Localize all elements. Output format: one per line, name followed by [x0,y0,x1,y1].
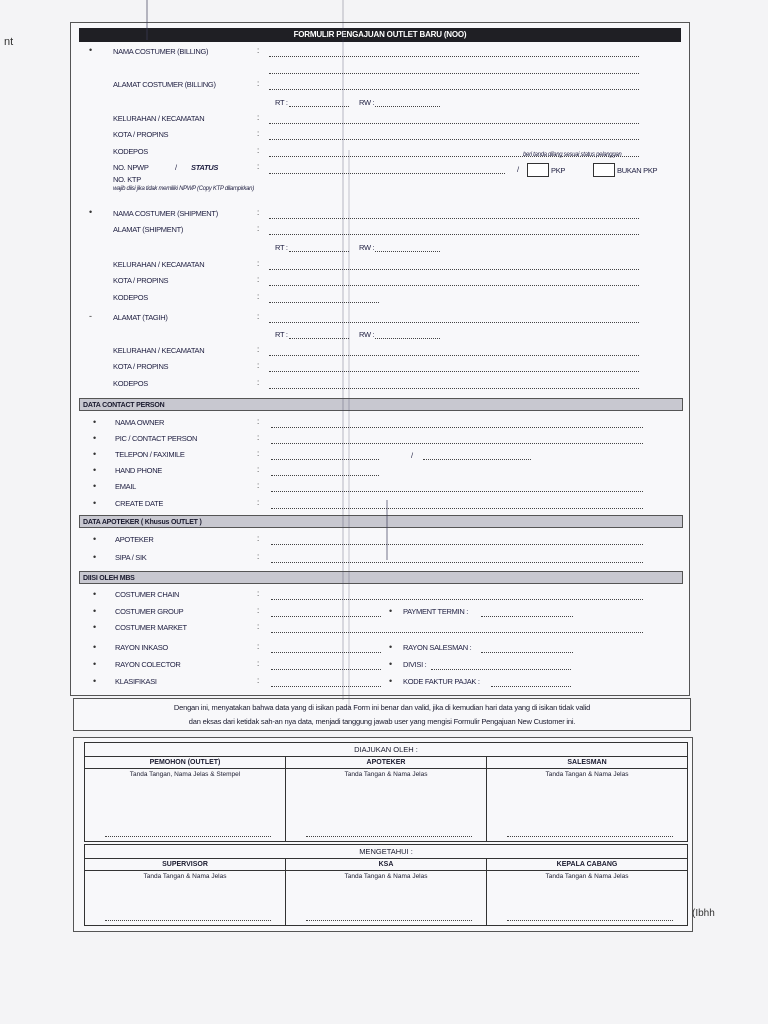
signature-title: KSA [286,859,486,871]
outlet-form [70,22,690,696]
slash: / [175,163,177,172]
billing-rt-field[interactable] [289,106,349,107]
email-field[interactable] [271,491,643,492]
bullet: • [93,498,97,508]
rayon-salesman-field[interactable] [481,652,573,653]
ktp-note: wajib diisi jika tidak memiliki NPWP (Copy KTP dilampirkan) [113,186,254,192]
signature-line [105,836,271,837]
bullet: • [93,534,97,544]
bullet: • [93,589,97,599]
colon: : [257,378,260,387]
bullet: • [93,552,97,562]
colon: : [257,361,260,370]
declaration-line-2: dan eksas dari ketidak sah-an nya data, menjadi tanggung jawab user yang mengisi Formulir Pengajuan New Customer ini. [188,717,576,726]
shipment-kota-field[interactable] [269,285,639,286]
billing-rw-label: RW : [359,98,375,107]
bullet: • [93,642,97,652]
checkbox-hint: beri tanda dilang sesuai status pelanggan [523,152,622,158]
billing-nama-field-2[interactable] [269,73,639,74]
bullet: • [93,433,97,443]
colon: : [257,312,260,321]
telepon-field[interactable] [271,459,379,460]
billing-alamat-field[interactable] [269,89,639,90]
shipment-kodepos-field[interactable] [269,302,379,303]
colon: : [257,113,260,122]
kode-faktur-label: KODE FAKTUR PAJAK : [403,677,480,686]
signature-line [507,920,673,921]
scan-artifact [342,0,344,700]
bullet: • [389,606,393,616]
bullet: • [389,642,393,652]
section-apoteker: DATA APOTEKER ( Khusus OUTLET ) [79,515,683,528]
contact-telepon-label: TELEPON / FAXIMILE [115,450,185,459]
rayon-collector-label: RAYON COLECTOR [115,660,181,669]
colon: : [257,259,260,268]
bukan-pkp-checkbox[interactable] [593,163,615,177]
mengetahui-header: MENGETAHUI : [85,845,687,859]
signature-title: SALESMAN [487,757,687,769]
signature-subtitle: Tanda Tangan & Nama Jelas [344,771,428,778]
colon: : [257,292,260,301]
pkp-label: PKP [551,166,566,175]
signature-line [105,920,271,921]
tagih-kodepos-field[interactable] [269,388,639,389]
tagih-rw-label: RW : [359,330,375,339]
bullet: • [93,622,97,632]
billing-rw-field[interactable] [375,106,440,107]
market-field[interactable] [271,632,643,633]
divisi-label: DIVISI : [403,660,427,669]
signature-subtitle: Tanda Tangan & Nama Jelas [545,771,629,778]
colon: : [257,208,260,217]
billing-npwp-label: NO. NPWP [113,163,149,172]
apoteker-label: APOTEKER [115,535,154,544]
diajukan-oleh-group [84,742,688,842]
colon: : [257,465,260,474]
tagih-alamat-label: ALAMAT (TAGIH) [113,313,168,322]
colon: : [257,345,260,354]
colon: : [257,417,260,426]
shipment-nama-field[interactable] [269,218,639,219]
mengetahui-group [84,844,688,926]
scan-artifact [146,0,148,40]
signature-ksa[interactable] [286,859,487,925]
shipment-kodepos-label: KODEPOS [113,293,148,302]
payment-termin-label: PAYMENT TERMIN : [403,607,469,616]
colon: : [257,481,260,490]
billing-kelurahan-field[interactable] [269,123,639,124]
hand-phone-field[interactable] [271,475,379,476]
shipment-kelurahan-label: KELURAHAN / KECAMATAN [113,260,205,269]
pic-field[interactable] [271,443,643,444]
colon: : [257,606,260,615]
kode-faktur-field[interactable] [491,686,571,687]
apoteker-field[interactable] [271,544,643,545]
shipment-alamat-field[interactable] [269,234,639,235]
create-date-field[interactable] [271,508,643,509]
tagih-kelurahan-field[interactable] [269,355,639,356]
shipment-rt-label: RT : [275,243,288,252]
colon: : [257,622,260,631]
shipment-nama-label: NAMA COSTUMER (SHIPMENT) [113,209,218,218]
slash: / [411,451,413,460]
rayon-inkaso-label: RAYON INKASO [115,643,168,652]
billing-status-label: STATUS [191,163,219,172]
signature-subtitle: Tanda Tangan & Nama Jelas [143,873,227,880]
signature-apoteker[interactable] [286,757,487,841]
bullet: • [389,659,393,669]
faximile-field[interactable] [423,459,531,460]
scan-artifact [386,500,388,560]
signature-kepala-cabang[interactable] [487,859,687,925]
bullet: • [89,207,93,217]
klasifikasi-label: KLASIFIKASI [115,677,157,686]
declaration-line-1: Dengan ini, menyatakan bahwa data yang di isikan pada Form ini benar dan valid, jika di kemudian hari data yang di isikan tidak valid [173,703,591,712]
diajukan-oleh-header: DIAJUKAN OLEH : [85,743,687,757]
shipment-rw-label: RW : [359,243,375,252]
shipment-kelurahan-field[interactable] [269,269,639,270]
bullet: • [93,417,97,427]
colon: : [257,224,260,233]
nama-owner-field[interactable] [271,427,643,428]
sipa-field[interactable] [271,562,643,563]
colon: : [257,146,260,155]
section-contact-person: DATA CONTACT PERSON [79,398,683,411]
billing-alamat-label: ALAMAT COSTUMER (BILLING) [113,80,216,89]
tagih-kota-field[interactable] [269,371,639,372]
mbs-chain-label: COSTUMER CHAIN [115,590,180,599]
bullet: • [93,449,97,459]
billing-kelurahan-label: KELURAHAN / KECAMATAN [113,114,205,123]
shipment-kota-label: KOTA / PROPINS [113,276,169,285]
colon: : [257,46,260,55]
group-field[interactable] [271,616,381,617]
klasifikasi-field[interactable] [271,686,381,687]
bullet: • [93,659,97,669]
signature-subtitle: Tanda Tangan, Nama Jelas & Stempel [129,771,241,778]
rayon-salesman-label: RAYON SALESMAN : [403,643,472,652]
colon: : [257,659,260,668]
signature-subtitle: Tanda Tangan & Nama Jelas [545,873,629,880]
declaration-box [73,698,691,731]
tagih-rt-field[interactable] [289,338,349,339]
billing-ktp-label: NO. KTP [113,175,141,184]
bullet: • [93,481,97,491]
contact-create-date-label: CREATE DATE [115,499,164,508]
form-title: FORMULIR PENGAJUAN OUTLET BARU (NOO) [79,28,681,42]
billing-npwp-field[interactable] [269,173,505,174]
contact-nama-owner-label: NAMA OWNER [115,418,165,427]
tagih-alamat-field[interactable] [269,322,639,323]
colon: : [257,275,260,284]
tagih-rt-label: RT : [275,330,288,339]
bullet: • [93,465,97,475]
contact-email-label: EMAIL [115,482,137,491]
colon: : [257,449,260,458]
bullet: • [389,676,393,686]
signature-salesman[interactable] [487,757,687,841]
colon: : [257,534,260,543]
signature-title: APOTEKER [286,757,486,769]
rayon-collector-field[interactable] [271,669,381,670]
colon: : [257,552,260,561]
slash: / [517,165,519,174]
signature-line [507,836,673,837]
scan-artifact [348,150,350,710]
tagih-rw-field[interactable] [375,338,440,339]
colon: : [257,162,260,171]
contact-pic-label: PIC / CONTACT PERSON [115,434,198,443]
tagih-kelurahan-label: KELURAHAN / KECAMATAN [113,346,205,355]
rayon-inkaso-field[interactable] [271,652,381,653]
billing-nama-label: NAMA COSTUMER (BILLING) [113,47,209,56]
bullet: - [89,311,92,321]
signature-section [73,737,693,932]
signature-line [306,836,472,837]
bullet: • [89,45,93,55]
colon: : [257,129,260,138]
contact-hand-phone-label: HAND PHONE [115,466,163,475]
colon: : [257,79,260,88]
tagih-kota-label: KOTA / PROPINS [113,362,169,371]
pkp-checkbox[interactable] [527,163,549,177]
billing-rt-label: RT : [275,98,288,107]
bullet: • [93,606,97,616]
billing-kota-label: KOTA / PROPINS [113,130,169,139]
signature-title: SUPERVISOR [85,859,285,871]
signature-line [306,920,472,921]
tagih-kodepos-label: KODEPOS [113,379,148,388]
bullet: • [93,676,97,686]
mbs-market-label: COSTUMER MARKET [115,623,187,632]
shipment-alamat-label: ALAMAT (SHIPMENT) [113,225,184,234]
mbs-group-label: COSTUMER GROUP [115,607,184,616]
sipa-label: SIPA / SIK [115,553,147,562]
footer-mark: (Ibhh [692,908,715,919]
colon: : [257,676,260,685]
section-mbs: DIISI OLEH MBS [79,571,683,584]
signature-subtitle: Tanda Tangan & Nama Jelas [344,873,428,880]
payment-termin-field[interactable] [481,616,573,617]
billing-nama-field[interactable] [269,56,639,57]
colon: : [257,433,260,442]
bukan-pkp-label: BUKAN PKP [617,166,658,175]
shipment-rw-field[interactable] [375,251,440,252]
signature-supervisor[interactable] [85,859,286,925]
edge-left-text: nt [4,36,14,48]
signature-title: KEPALA CABANG [487,859,687,871]
colon: : [257,498,260,507]
shipment-rt-field[interactable] [289,251,349,252]
billing-kota-field[interactable] [269,139,639,140]
signature-pemohon[interactable] [85,757,286,841]
signature-title: PEMOHON (OUTLET) [85,757,285,769]
billing-kodepos-label: KODEPOS [113,147,148,156]
chain-field[interactable] [271,599,643,600]
colon: : [257,589,260,598]
colon: : [257,642,260,651]
divisi-field[interactable] [431,669,571,670]
